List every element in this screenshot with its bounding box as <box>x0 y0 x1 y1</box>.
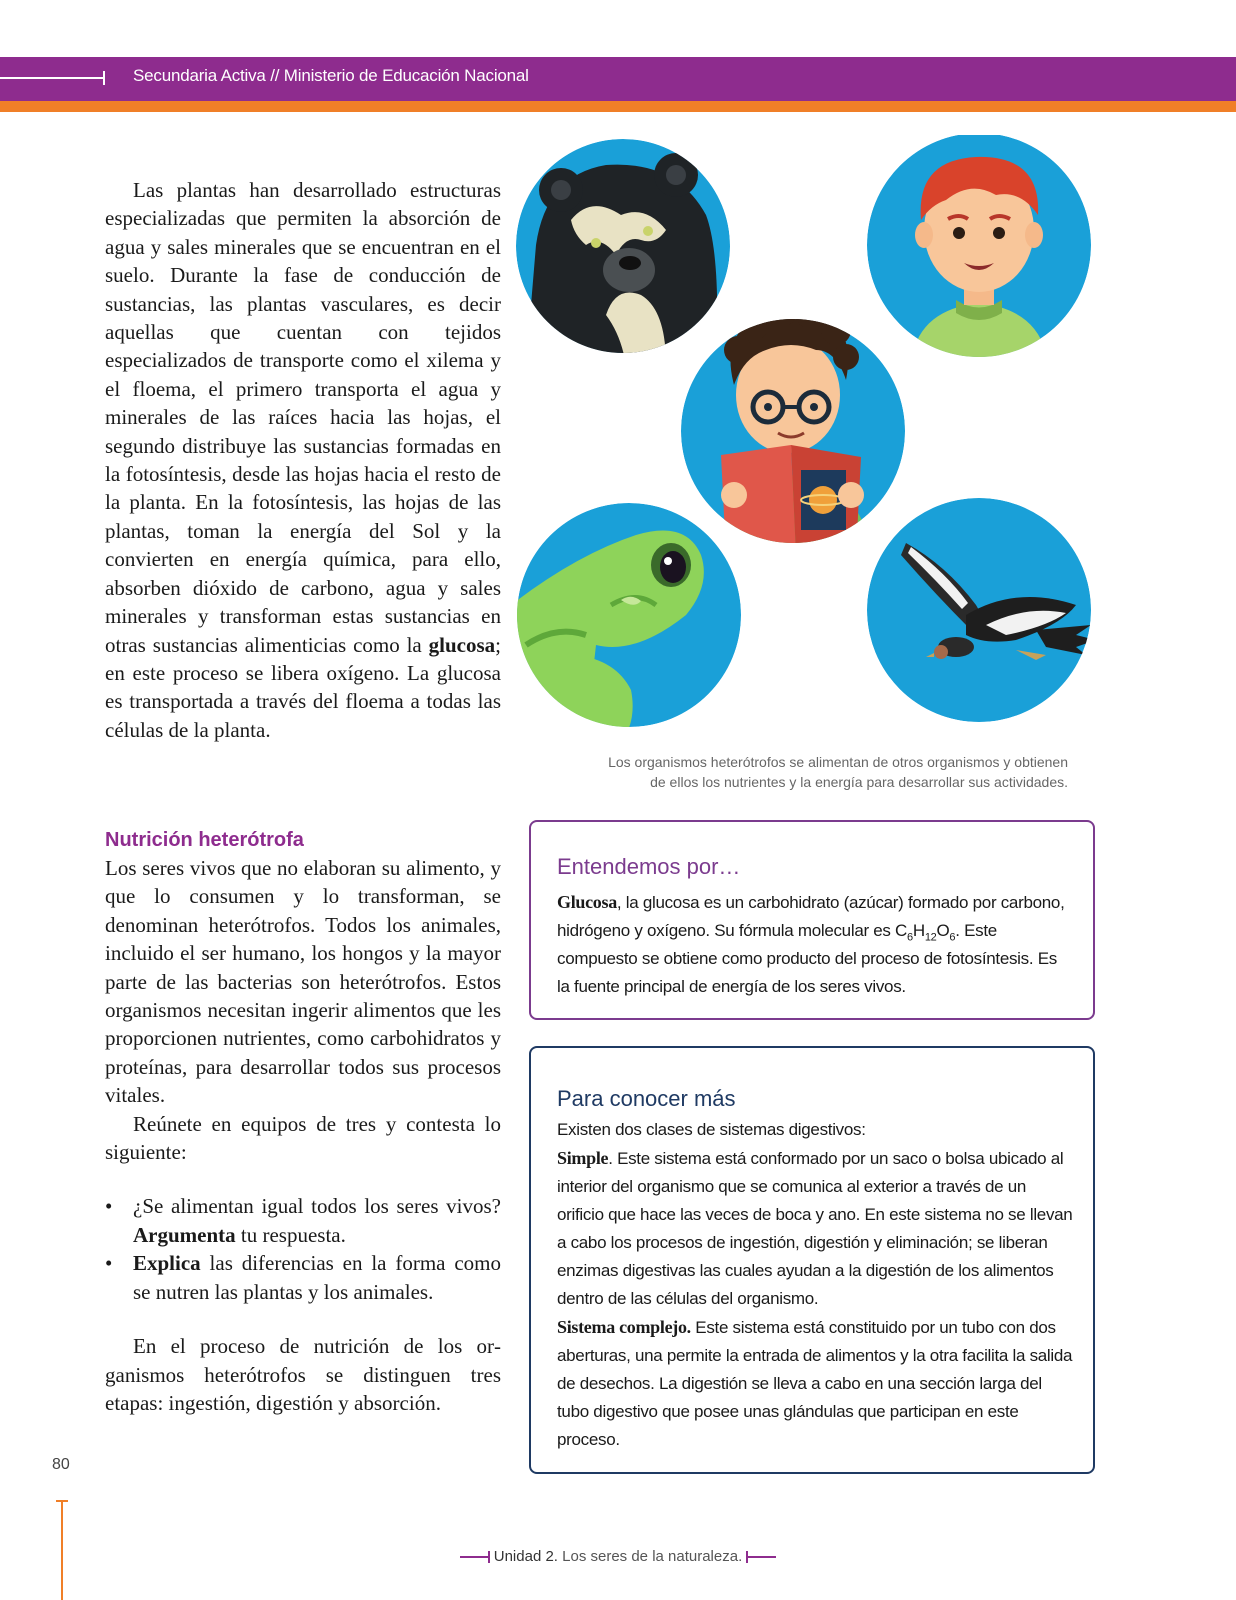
definition-text <box>557 888 1073 1001</box>
bullet-icon: • <box>105 1194 113 1219</box>
paragraph-text: ; en este proceso se libera oxígeno. La glucosa es transportada a través del floema a todas las células de la planta. <box>105 632 501 742</box>
definition-box <box>529 820 1095 1020</box>
heterotroph-illustration <box>516 135 1110 735</box>
footer-unit-title: Los seres de la naturaleza. <box>557 1548 743 1565</box>
footer-unit: Unidad 2. <box>493 1548 558 1565</box>
bold-term: Sistema complejo. <box>557 1317 691 1337</box>
page-footer <box>0 1548 1236 1565</box>
left-column-top <box>105 176 501 744</box>
formula-symbol: H <box>912 921 925 940</box>
caption-line: de ellos los nutrientes y la energía para desarrollar sus actividades. <box>650 774 1068 790</box>
learn-more-intro: Existen dos clases de sistemas digestivos: <box>557 1120 866 1139</box>
stages-paragraph: En el proceso de nutrición de los organismos heterótrofos se distinguen tres etapas: ingestión, digestión y absorción. <box>105 1334 501 1415</box>
header-rule <box>0 77 104 79</box>
list-item-text: ¿Se alimentan igual todos los seres vivos? <box>133 1194 501 1219</box>
formula-symbol: C <box>895 921 908 940</box>
bold-term: Glucosa <box>557 892 617 912</box>
list-item-text: las diferencias en la forma como se nutren las plantas y los animales. <box>133 1251 501 1304</box>
definition-text-part: , la glucosa es un carbohidrato (azúcar) formado por carbono, hidrógeno y oxígeno. Su fórmula molecular es <box>557 893 1065 940</box>
bullet-icon: • <box>105 1251 113 1276</box>
definition-box-body <box>557 888 1073 1001</box>
learn-more-box-title: Para conocer más <box>557 1086 736 1111</box>
page-margin-tick <box>56 1500 68 1502</box>
definition-text-part: . Este compuesto se obtiene como producto del proceso de fotosíntesis. Es la fuente principal de energía de los seres vivos. <box>557 921 1057 996</box>
heterotroph-paragraph: Los seres vivos que no elaboran su alimento, y que lo consumen y lo transforman, se denominan heterótrofos. Todos los animales, incluido el ser humano, los hongos y la mayor parte de las bacterias son heterótrofos. Estos organismos necesitan ingerir alimentos que les proporcionen nutrientes, como carbohidratos y proteínas, para desarrollar todos sus procesos vitales. <box>105 856 501 1108</box>
paragraph-text: Las plantas han desarrollado estructuras especializadas que permiten la absorción de agua y sales minerales que se encuentran en el suelo. Durante la fase de conducción de sustancias, las plantas vasculares, es decir aquellas que cuentan con tejidos especializados de transporte como el xilema y el floema, el primero transporta el agua y minerales de las raíces hacia las hojas, el segundo distribuye las sustancias formadas en la fotosíntesis, desde las hojas hacia el resto de la planta. En la fotosíntesis, las hojas de las plantas, toman la energía del Sol y la convierten en energía química, para ello, absorben dióxido de carbono, agua y sales minerales y transforman estas sustancias en otras sustancias alimenticias como la <box>105 178 501 657</box>
formula-symbol: O <box>936 921 950 940</box>
formula-subscript: 6 <box>907 931 913 944</box>
complex-system-text <box>557 1313 1073 1454</box>
definition-box-title: Entendemos por… <box>557 854 741 879</box>
footer-rule-right <box>746 1556 776 1558</box>
list-item <box>105 1192 501 1249</box>
learn-more-text-part: Este sistema está constituido por un tubo con dos aberturas, una permite la entrada de alimentos y la otra facilita la salida de desechos. La digestión se lleva a cabo en una sección larga del tubo digestivo que posee unas glándulas que participan en este proceso. <box>557 1318 1073 1449</box>
formula-subscript: 12 <box>924 931 937 944</box>
left-column-bottom <box>105 826 501 1417</box>
list-item <box>105 1249 501 1306</box>
boy-reading-circle <box>681 295 905 555</box>
header-title: Secundaria Activa // Ministerio de Educación Nacional <box>133 66 529 85</box>
list-item-text: tu respuesta. <box>235 1222 346 1247</box>
bold-term: Explica <box>133 1251 201 1276</box>
illustration-caption <box>540 752 1068 792</box>
question-list <box>105 1192 501 1306</box>
bold-term: Argumenta <box>133 1222 236 1247</box>
bold-term: glucosa <box>428 632 496 657</box>
condor-circle <box>867 498 1096 722</box>
bold-term: Simple <box>557 1148 609 1168</box>
formula-subscript: 6 <box>949 931 956 944</box>
activity-prompt: Reúnete en equipos de tres y contesta lo siguiente: <box>105 1111 501 1165</box>
learn-more-box <box>529 1046 1095 1474</box>
header-rule-tick <box>103 71 105 85</box>
boy-red-hair-circle <box>867 135 1091 365</box>
learn-more-text-part: . Este sistema está conformado por un saco o bolsa ubicado al interior del organismo que se comunica al exterior a través de un orificio que hace las veces de boca y ano. En este sistema no se llevan a cabo los procesos de ingestión, digestión y eliminación; se liberan enzimas digestivas las cuales ayudan a la digestión de los alimentos dentro de las células del organismo. <box>557 1149 1073 1308</box>
learn-more-box-body <box>557 1116 1073 1454</box>
caption-line: Los organismos heterótrofos se alimentan de otros organismos y obtienen <box>608 754 1068 770</box>
frog-circle <box>516 503 741 735</box>
simple-system-text <box>557 1144 1073 1313</box>
photosynthesis-paragraph <box>105 176 501 744</box>
bear-circle <box>516 139 730 365</box>
header-accent-stripe <box>0 101 1236 112</box>
page-number: 80 <box>52 1456 70 1473</box>
glucose-formula <box>895 921 956 944</box>
footer-rule-left <box>460 1556 490 1558</box>
section-title: Nutrición heterótrofa <box>105 829 304 851</box>
